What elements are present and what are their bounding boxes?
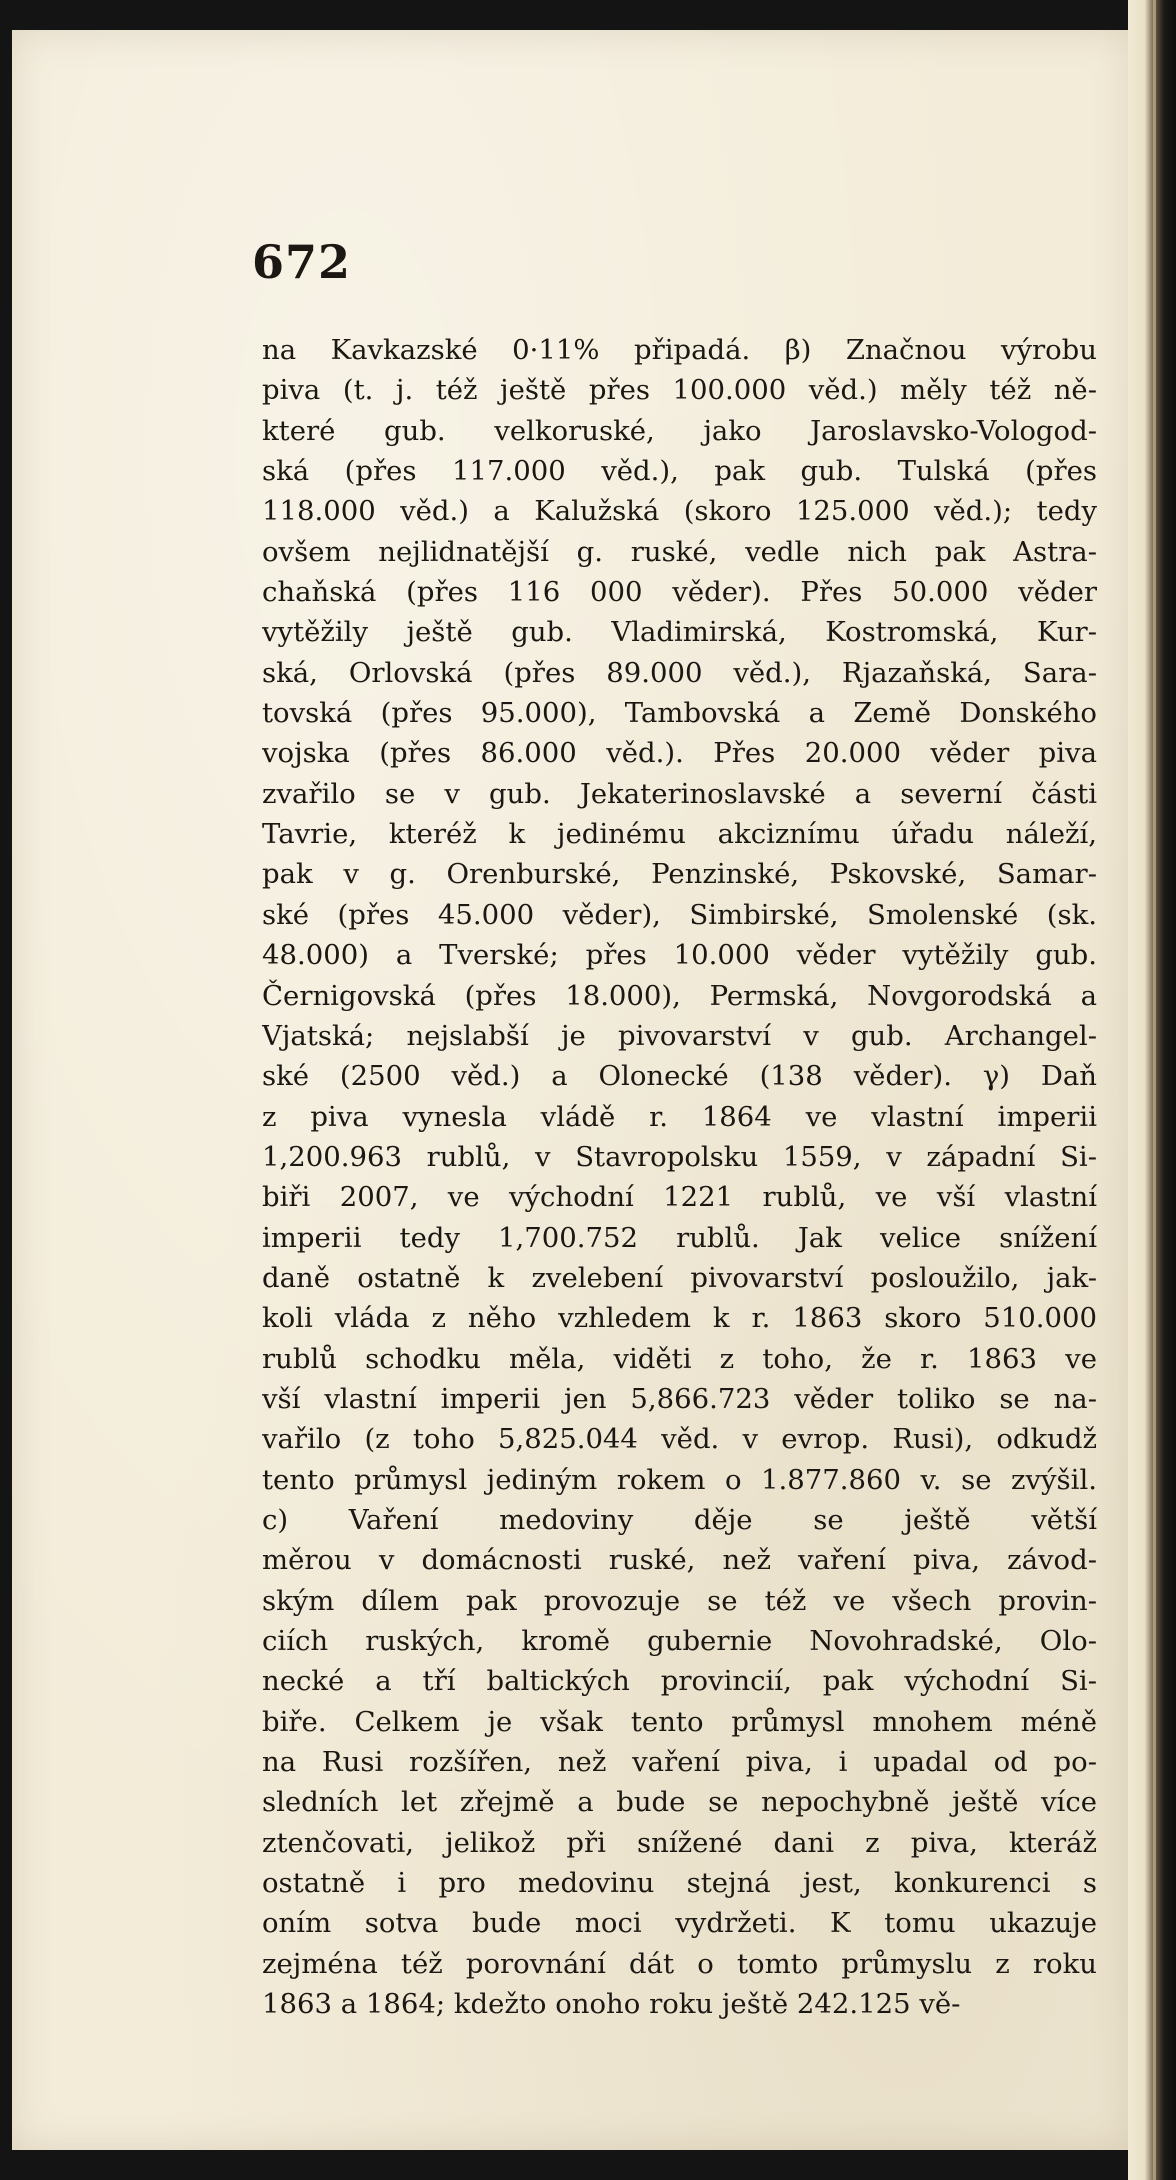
text-line: tento průmysl jediným rokem o 1.877.860 v. se zvýšil. xyxy=(262,1463,1097,1496)
text-line: vařilo (z toho 5,825.044 věd. v evrop. Rusi), odkudž xyxy=(262,1423,1097,1456)
text-line: které gub. velkoruské, jako Jaroslavsko-Vologod- xyxy=(262,414,1097,447)
text-line: biře. Celkem je však tento průmysl mnohem méně xyxy=(262,1705,1097,1738)
text-line: koli vláda z něho vzhledem k r. 1863 skoro 510.000 xyxy=(262,1302,1097,1335)
text-line: 1863 a 1864; kdežto onoho roku ještě 242.125 vě- xyxy=(262,1988,961,2021)
text-line: Tavrie, kteréž k jedinému akciznímu úřadu náleží, xyxy=(262,818,1097,851)
text-line: na Rusi rozšířen, než vaření piva, i upadal od po- xyxy=(262,1746,1097,1779)
page-number: 672 xyxy=(252,235,352,289)
text-line: 118.000 věd.) a Kalužská (skoro 125.000 věd.); tedy xyxy=(262,495,1097,528)
text-line: 1,200.963 rublů, v Stavropolsku 1559, v západní Si- xyxy=(262,1140,1097,1173)
text-line: ským dílem pak provozuje se též ve všech provin- xyxy=(262,1584,1097,1617)
text-line: rublů schodku měla, viděti z toho, že r. 1863 ve xyxy=(262,1342,1097,1375)
text-line: ostatně i pro medovinu stejná jest, konkurenci s xyxy=(262,1867,1097,1900)
text-line: sledních let zřejmě a bude se nepochybně ještě více xyxy=(262,1786,1097,1819)
text-line: ské (přes 45.000 věder), Simbirské, Smolenské (sk. xyxy=(262,898,1097,931)
text-line: zvařilo se v gub. Jekaterinoslavské a severní části xyxy=(262,777,1097,810)
body-text xyxy=(262,330,1097,2024)
text-line: z piva vynesla vládě r. 1864 ve vlastní imperii xyxy=(262,1100,1097,1133)
text-line: ciích ruských, kromě gubernie Novohradské, Olo- xyxy=(262,1625,1097,1657)
text-line: daně ostatně k zvelebení pivovarství posloužilo, jak- xyxy=(262,1261,1097,1294)
text-line: ovšem nejlidnatější g. ruské, vedle nich pak Astra- xyxy=(262,535,1097,568)
page-edge-line xyxy=(1153,0,1156,2180)
text-line: vší vlastní imperii jen 5,866.723 věder toliko se na- xyxy=(262,1382,1097,1415)
text-line: c) Vaření medoviny děje se ještě větší xyxy=(262,1503,1097,1536)
text-line: 48.000) a Tverské; přes 10.000 věder vytěžily gub. xyxy=(262,939,1097,972)
text-line: chaňská (přes 116 000 věder). Přes 50.000 věder xyxy=(262,576,1097,609)
text-line: tovská (přes 95.000), Tambovská a Země Donského xyxy=(262,697,1097,730)
text-line: zejména též porovnání dát o tomto průmyslu z roku xyxy=(262,1947,1097,1980)
text-line: Černigovská (přes 18.000), Permská, Novgorodská a xyxy=(262,979,1097,1012)
text-line: ská, Orlovská (přes 89.000 věd.), Rjazaňská, Sara- xyxy=(262,656,1097,689)
text-line: oním sotva bude moci vydržeti. K tomu ukazuje xyxy=(262,1907,1097,1940)
text-line: vojska (přes 86.000 věd.). Přes 20.000 věder piva xyxy=(262,737,1097,770)
text-line: Vjatská; nejslabší je pivovarství v gub. Archangel- xyxy=(262,1019,1097,1052)
text-line: piva (t. j. též ještě přes 100.000 věd.) měly též ně- xyxy=(262,374,1097,407)
text-line: ská (přes 117.000 věd.), pak gub. Tulská (přes xyxy=(262,455,1097,488)
text-line: pak v g. Orenburské, Penzinské, Pskovské, Samar- xyxy=(262,858,1097,891)
book-spine-edge xyxy=(1128,0,1176,2180)
text-line: biři 2007, ve východní 1221 rublů, ve vší vlastní xyxy=(262,1181,1097,1214)
text-line: měrou v domácnosti ruské, než vaření piva, závod- xyxy=(262,1544,1097,1577)
text-line: ské (2500 věd.) a Olonecké (138 věder). γ) Daň xyxy=(262,1060,1097,1093)
text-line: ztenčovati, jelikož při snížené dani z piva, kteráž xyxy=(262,1826,1097,1859)
text-line: vytěžily ještě gub. Vladimirská, Kostromská, Kur- xyxy=(262,616,1097,649)
text-line: na Kavkazské 0·11% připadá. β) Značnou výrobu xyxy=(262,334,1097,366)
text-line: necké a tří baltických provincií, pak východní Si- xyxy=(262,1665,1097,1698)
text-line: imperii tedy 1,700.752 rublů. Jak velice snížení xyxy=(262,1221,1097,1254)
page-paper xyxy=(12,30,1130,2150)
